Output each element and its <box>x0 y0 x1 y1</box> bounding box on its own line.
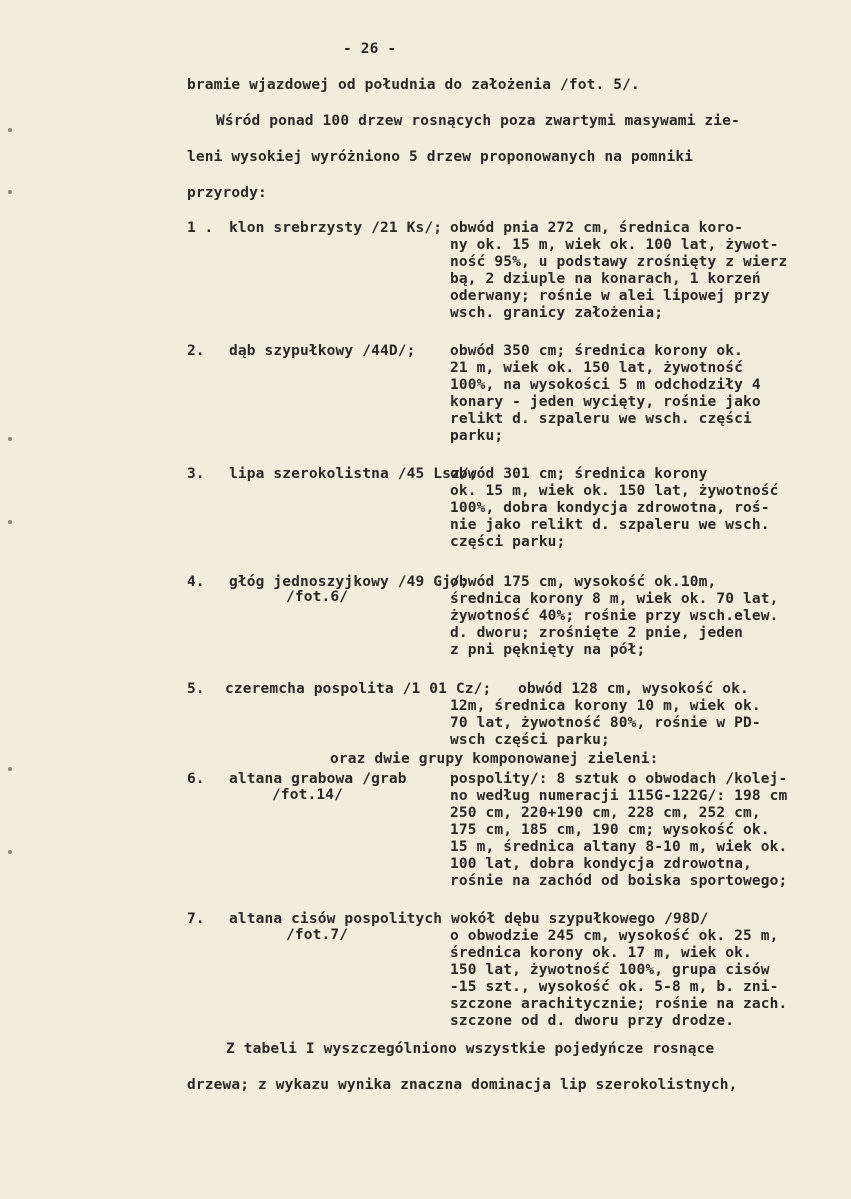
item-detail: 100%, na wysokości 5 m odchodziły 4 <box>450 377 761 393</box>
item-detail: z pni pęknięty na pół; <box>450 642 646 658</box>
intro-line: przyrody: <box>187 185 267 201</box>
item-number: 1 . <box>187 220 214 236</box>
item-detail: 15 m, średnica altany 8-10 m, wiek ok. <box>450 839 788 855</box>
item-detail: 100 lat, dobra kondycja zdrowotna, <box>450 856 752 872</box>
outro-line: drzewa; z wykazu wynika znaczna dominacja lip szerokolistnych, <box>187 1077 738 1093</box>
item-photo-ref: /fot.7/ <box>286 927 349 943</box>
item-name: lipa szerokolistna /45 Lsz/; <box>229 466 478 482</box>
punch-hole <box>8 128 12 132</box>
item-number: 3. <box>187 466 205 482</box>
punch-hole <box>8 520 12 524</box>
item-detail: rośnie na zachód od boiska sportowego; <box>450 873 788 889</box>
item-detail: -15 szt., wysokość ok. 5-8 m, b. zni- <box>450 979 779 995</box>
item-detail: części parku; <box>450 534 566 550</box>
item-name: altana grabowa /grab <box>229 771 407 787</box>
item-detail: ność 95%, u podstawy zrośnięty z wierz <box>450 254 788 270</box>
item-number: 6. <box>187 771 205 787</box>
item-detail: obwód 350 cm; średnica korony ok. <box>450 343 744 359</box>
item-detail: o obwodzie 245 cm, wysokość ok. 25 m, <box>450 928 779 944</box>
punch-hole <box>8 767 12 771</box>
item-detail: nie jako relikt d. szpaleru we wsch. <box>450 517 770 533</box>
item-detail: obwód 128 cm, wysokość ok. <box>518 681 749 697</box>
item-detail: bą, 2 dziuple na konarach, 1 korzeń <box>450 271 761 287</box>
item-number: 7. <box>187 911 205 927</box>
punch-hole <box>8 437 12 441</box>
item-detail: szczone arachitycznie; rośnie na zach. <box>450 996 788 1012</box>
item-detail: no według numeracji 115G-122G/: 198 cm <box>450 788 788 804</box>
item-detail: parku; <box>450 428 504 444</box>
item-detail: ok. 15 m, wiek ok. 150 lat, żywotność <box>450 483 779 499</box>
outro-line: Z tabeli I wyszczególniono wszystkie pojedyńcze rosnące <box>226 1041 715 1057</box>
groups-intro: oraz dwie grupy komponowanej zieleni: <box>330 751 659 767</box>
item-detail: obwód 301 cm; średnica korony <box>450 466 708 482</box>
item-detail: 70 lat, żywotność 80%, rośnie w PD- <box>450 715 761 731</box>
item-detail: oderwany; rośnie w alei lipowej przy <box>450 288 770 304</box>
item-detail: 21 m, wiek ok. 150 lat, żywotność <box>450 360 744 376</box>
page-number: - 26 - <box>343 41 397 57</box>
item-number: 4. <box>187 574 205 590</box>
item-name: dąb szypułkowy /44D/; <box>229 343 416 359</box>
item-detail: obwód 175 cm, wysokość ok.10m, <box>450 574 717 590</box>
item-photo-ref: /fot.14/ <box>272 787 344 803</box>
item-detail: ny ok. 15 m, wiek ok. 100 lat, żywot- <box>450 237 779 253</box>
item-detail: żywotność 40%; rośnie przy wsch.elew. <box>450 608 779 624</box>
intro-line: leni wysokiej wyróżniono 5 drzew proponowanych na pomniki <box>187 149 694 165</box>
item-detail: średnica korony ok. 17 m, wiek ok. <box>450 945 752 961</box>
intro-line: Wśród ponad 100 drzew rosnących poza zwartymi masywami zie- <box>216 113 740 129</box>
item-detail: wsch części parku; <box>450 732 610 748</box>
punch-hole <box>8 190 12 194</box>
item-detail: 150 lat, żywotność 100%, grupa cisów <box>450 962 770 978</box>
item-detail: relikt d. szpaleru we wsch. części <box>450 411 752 427</box>
item-number: 2. <box>187 343 205 359</box>
punch-hole <box>8 850 12 854</box>
item-detail: 250 cm, 220+190 cm, 228 cm, 252 cm, <box>450 805 761 821</box>
item-number: 5. <box>187 681 205 697</box>
item-detail: szczone od d. dworu przy drodze. <box>450 1013 735 1029</box>
item-name: altana cisów pospolitych wokół dębu szypułkowego /98D/ <box>229 911 709 927</box>
item-detail: 175 cm, 185 cm, 190 cm; wysokość ok. <box>450 822 770 838</box>
intro-line: bramie wjazdowej od południa do założenia /fot. 5/. <box>187 77 640 93</box>
item-name: klon srebrzysty /21 Ks/; <box>229 220 443 236</box>
item-detail: obwód pnia 272 cm, średnica koro- <box>450 220 744 236</box>
item-detail: 100%, dobra kondycja zdrowotna, roś- <box>450 500 770 516</box>
item-name: czeremcha pospolita /1 01 Cz/; <box>225 681 492 697</box>
item-photo-ref: /fot.6/ <box>286 589 349 605</box>
item-detail: 12m, średnica korony 10 m, wiek ok. <box>450 698 761 714</box>
item-detail: wsch. granicy założenia; <box>450 305 664 321</box>
item-detail: średnica korony 8 m, wiek ok. 70 lat, <box>450 591 779 607</box>
item-detail: d. dworu; zrośnięte 2 pnie, jeden <box>450 625 744 641</box>
item-name: głóg jednoszyjkowy /49 Gj/; <box>229 574 469 590</box>
item-detail: pospolity/: 8 sztuk o obwodach /kolej- <box>450 771 788 787</box>
item-detail: konary - jeden wycięty, rośnie jako <box>450 394 761 410</box>
